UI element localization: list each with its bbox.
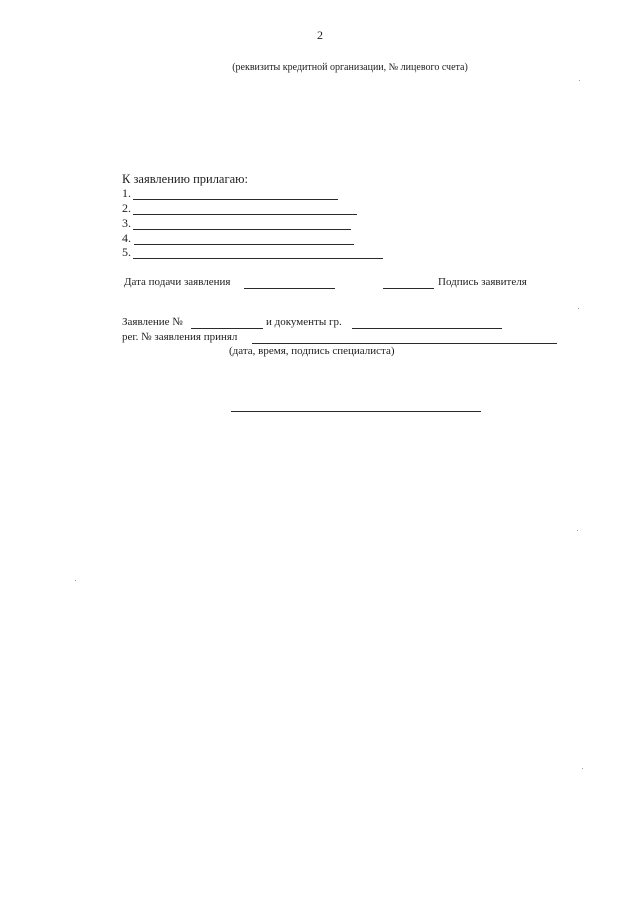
scan-speck [577, 530, 578, 531]
attachment-item [122, 245, 131, 259]
attachment-item-line[interactable] [133, 229, 351, 230]
application-number-line[interactable] [191, 328, 263, 329]
registration-accepted-line[interactable] [252, 343, 557, 344]
attachment-item-line[interactable] [133, 258, 383, 259]
attachment-item-number: 1. [122, 186, 131, 200]
attachment-item-number: 2. [122, 201, 131, 215]
applicant-signature-label: Подпись заявителя [438, 276, 527, 288]
attachment-item [122, 216, 131, 230]
registration-accepted-label: рег. № заявления принял [122, 331, 238, 343]
attachment-item-line[interactable] [133, 199, 338, 200]
bottom-signature-line[interactable] [231, 411, 481, 412]
scan-speck [579, 80, 580, 81]
application-number-label: Заявление № [122, 316, 183, 328]
applicant-signature-line[interactable] [383, 288, 434, 289]
attachment-item-line[interactable] [134, 244, 354, 245]
scan-speck [75, 580, 76, 581]
attachment-item-number: 4. [122, 231, 131, 245]
specialist-caption: (дата, время, подпись специалиста) [229, 345, 395, 357]
attachment-item-number: 5. [122, 245, 131, 259]
attachment-item [122, 186, 131, 200]
applicant-documents-label: и документы гр. [266, 316, 342, 328]
attachment-item-number: 3. [122, 216, 131, 230]
submission-date-label: Дата подачи заявления [124, 276, 231, 288]
page-number: 2 [317, 28, 323, 42]
attachments-heading: К заявлению прилагаю: [122, 172, 248, 186]
scan-speck [578, 308, 579, 309]
applicant-name-line[interactable] [352, 328, 502, 329]
attachment-item [122, 231, 131, 245]
requisites-caption: (реквизиты кредитной организации, № лицевого счета) [232, 62, 468, 73]
attachment-item [122, 201, 131, 215]
attachment-item-line[interactable] [133, 214, 357, 215]
scan-speck [582, 768, 583, 769]
submission-date-line[interactable] [244, 288, 335, 289]
